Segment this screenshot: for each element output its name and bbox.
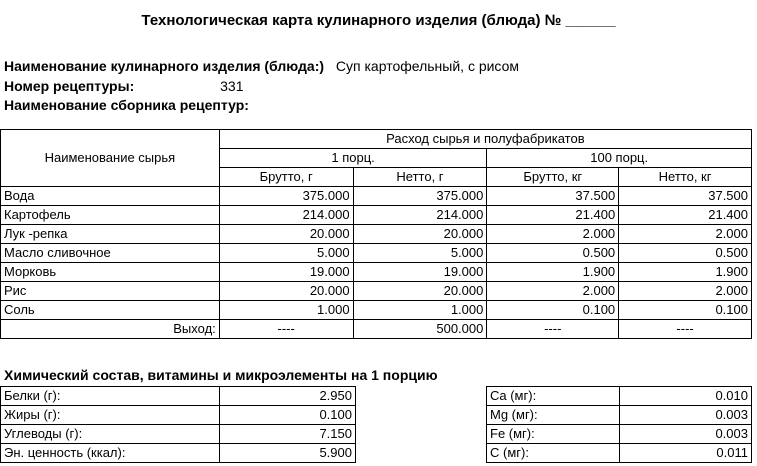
ingredient-name: Масло сливочное bbox=[1, 244, 220, 263]
table-row bbox=[1, 187, 752, 206]
nutrient-label: Белки (г): bbox=[1, 387, 220, 406]
mineral-value: 0.011 bbox=[619, 444, 751, 463]
nutrient-value: 0.100 bbox=[219, 406, 355, 425]
dish-name-line bbox=[4, 58, 519, 74]
yield-row bbox=[1, 320, 752, 339]
ingredient-name: Вода bbox=[1, 187, 220, 206]
brutto-1: 1.000 bbox=[219, 301, 353, 320]
table-row bbox=[1, 282, 752, 301]
mineral-label: Ca (мг): bbox=[487, 387, 620, 406]
brutto-100: 2.000 bbox=[487, 282, 619, 301]
header-hundred-portions: 100 порц. bbox=[487, 149, 752, 168]
table-row bbox=[487, 387, 752, 406]
brutto-100: 1.900 bbox=[487, 263, 619, 282]
nutrient-value: 7.150 bbox=[219, 425, 355, 444]
table-row bbox=[1, 387, 356, 406]
nutrient-label: Жиры (г): bbox=[1, 406, 220, 425]
nutrient-label: Углеводы (г): bbox=[1, 425, 220, 444]
mineral-label: C (мг): bbox=[487, 444, 620, 463]
header-row-1 bbox=[1, 130, 752, 149]
chemistry-right-table bbox=[486, 386, 752, 463]
netto-100: 21.400 bbox=[619, 206, 752, 225]
table-row bbox=[487, 406, 752, 425]
recipe-collection-line bbox=[4, 97, 249, 113]
netto-100: 0.500 bbox=[619, 244, 752, 263]
header-one-portion: 1 порц. bbox=[219, 149, 487, 168]
table-row bbox=[487, 425, 752, 444]
recipe-number-label: Номер рецептуры: bbox=[4, 78, 135, 94]
chemistry-left-table bbox=[0, 386, 356, 463]
header-consumption: Расход сырья и полуфабрикатов bbox=[219, 130, 751, 149]
netto-100: 0.100 bbox=[619, 301, 752, 320]
mineral-value: 0.003 bbox=[619, 425, 751, 444]
mineral-value: 0.010 bbox=[619, 387, 751, 406]
title-text: Технологическая карта кулинарного изделия (блюда) № bbox=[141, 12, 562, 29]
yield-brutto-100: ---- bbox=[487, 320, 619, 339]
netto-1: 5.000 bbox=[353, 244, 487, 263]
nutrient-value: 5.900 bbox=[219, 444, 355, 463]
ingredient-name: Лук -репка bbox=[1, 225, 220, 244]
mineral-label: Mg (мг): bbox=[487, 406, 620, 425]
ingredient-name: Морковь bbox=[1, 263, 220, 282]
brutto-100: 0.500 bbox=[487, 244, 619, 263]
table-row bbox=[1, 406, 356, 425]
brutto-1: 5.000 bbox=[219, 244, 353, 263]
ingredient-name: Картофель bbox=[1, 206, 220, 225]
brutto-1: 375.000 bbox=[219, 187, 353, 206]
netto-1: 20.000 bbox=[353, 282, 487, 301]
brutto-100: 0.100 bbox=[487, 301, 619, 320]
header-netto-g: Нетто, г bbox=[353, 168, 487, 187]
netto-1: 19.000 bbox=[353, 263, 487, 282]
ingredient-name: Рис bbox=[1, 282, 220, 301]
header-brutto-kg: Брутто, кг bbox=[487, 168, 619, 187]
dish-name-value: Суп картофельный, с рисом bbox=[335, 58, 520, 74]
chemistry-title: Химический состав, витамины и микроэлементы на 1 порцию bbox=[4, 367, 438, 383]
netto-1: 1.000 bbox=[353, 301, 487, 320]
ingredients-table bbox=[0, 129, 752, 339]
table-row bbox=[487, 444, 752, 463]
mineral-label: Fe (мг): bbox=[487, 425, 620, 444]
netto-100: 2.000 bbox=[619, 282, 752, 301]
table-row bbox=[1, 301, 752, 320]
table-row bbox=[1, 425, 356, 444]
brutto-100: 37.500 bbox=[487, 187, 619, 206]
brutto-1: 19.000 bbox=[219, 263, 353, 282]
mineral-value: 0.003 bbox=[619, 406, 751, 425]
recipe-number-value: 331 bbox=[220, 78, 244, 94]
document-title bbox=[0, 12, 757, 29]
netto-100: 1.900 bbox=[619, 263, 752, 282]
netto-100: 37.500 bbox=[619, 187, 752, 206]
brutto-1: 214.000 bbox=[219, 206, 353, 225]
yield-label: Выход: bbox=[1, 320, 220, 339]
brutto-1: 20.000 bbox=[219, 225, 353, 244]
nutrient-label: Эн. ценность (ккал): bbox=[1, 444, 220, 463]
table-row bbox=[1, 444, 356, 463]
netto-100: 2.000 bbox=[619, 225, 752, 244]
brutto-100: 2.000 bbox=[487, 225, 619, 244]
netto-1: 375.000 bbox=[353, 187, 487, 206]
table-row bbox=[1, 206, 752, 225]
netto-1: 214.000 bbox=[353, 206, 487, 225]
yield-netto-100: ---- bbox=[619, 320, 752, 339]
yield-brutto-1: ---- bbox=[219, 320, 353, 339]
table-row bbox=[1, 244, 752, 263]
recipe-collection-label: Наименование сборника рецептур: bbox=[4, 97, 249, 113]
header-netto-kg: Нетто, кг bbox=[619, 168, 752, 187]
yield-netto-1: 500.000 bbox=[353, 320, 487, 339]
dish-name-label: Наименование кулинарного изделия (блюда:) bbox=[4, 58, 325, 74]
netto-1: 20.000 bbox=[353, 225, 487, 244]
table-row bbox=[1, 263, 752, 282]
brutto-100: 21.400 bbox=[487, 206, 619, 225]
nutrient-value: 2.950 bbox=[219, 387, 355, 406]
header-brutto-g: Брутто, г bbox=[219, 168, 353, 187]
ingredient-name: Соль bbox=[1, 301, 220, 320]
brutto-1: 20.000 bbox=[219, 282, 353, 301]
title-number-blank: ______ bbox=[565, 12, 616, 29]
header-ingredient-name: Наименование сырья bbox=[1, 130, 220, 187]
recipe-number-line bbox=[4, 78, 243, 94]
table-row bbox=[1, 225, 752, 244]
